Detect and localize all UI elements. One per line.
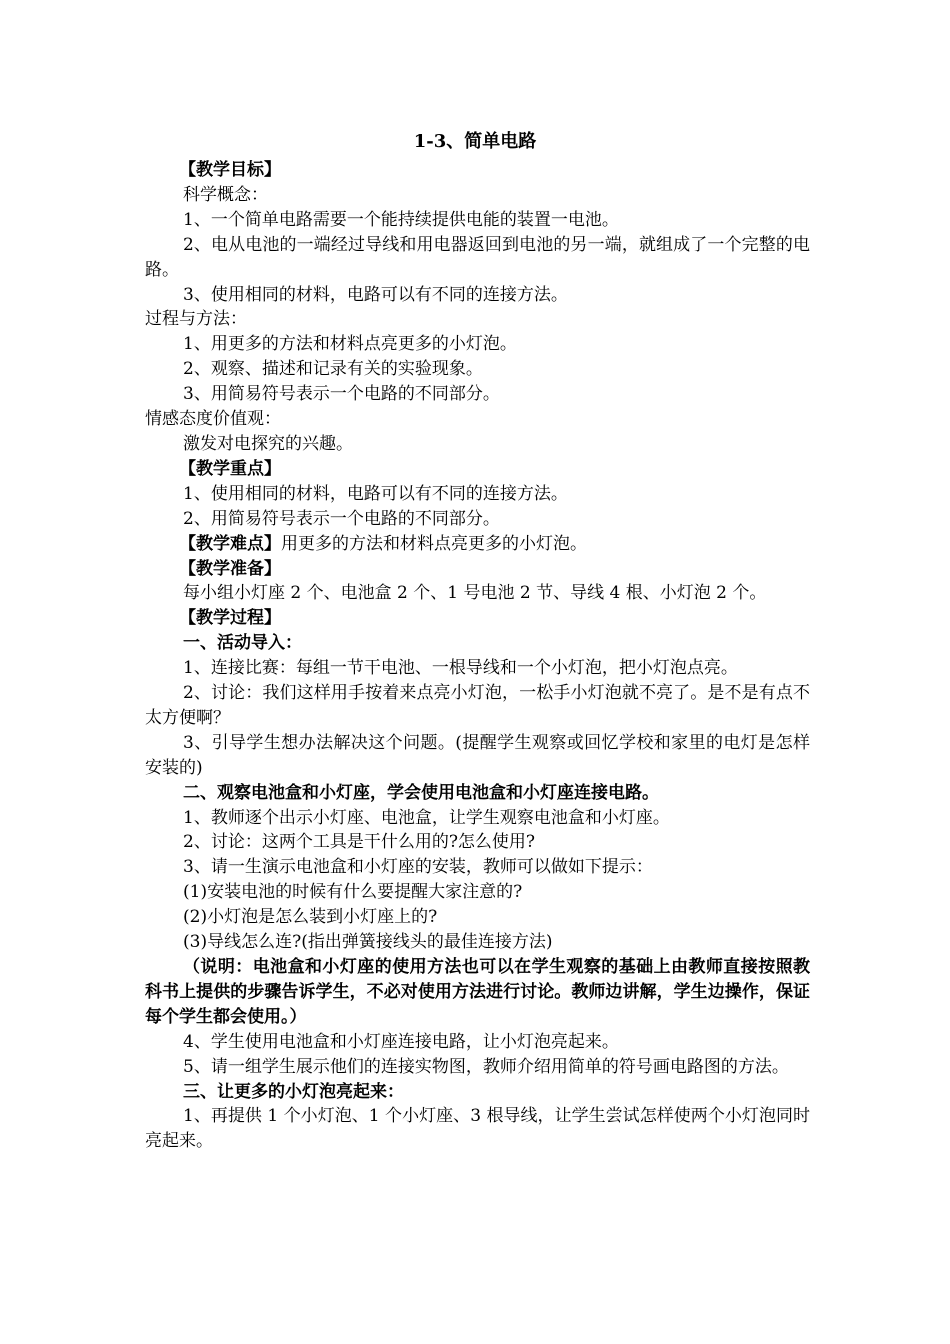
paragraph: （说明：电池盒和小灯座的使用方法也可以在学生观察的基础上由教师直接按照教科书上提供的步骤告诉学生，不必对使用方法进行讨论。教师边讲解，学生边操作，保证每个学生都会使用。） bbox=[145, 957, 810, 1027]
paragraph: 每小组小灯座 2 个、电池盒 2 个、1 号电池 2 节、导线 4 根、小灯泡 2 个。 bbox=[183, 583, 767, 604]
paragraph: 1、使用相同的材料，电路可以有不同的连接方法。 bbox=[183, 483, 568, 504]
paragraph: 1、教师逐个出示小灯座、电池盒，让学生观察电池盒和小灯座。 bbox=[183, 807, 670, 828]
paragraph: 情感态度价值观： bbox=[145, 409, 281, 430]
paragraph: 2、讨论：这两个工具是干什么用的?怎么使用? bbox=[183, 832, 536, 853]
paragraph: 激发对电探究的兴趣。 bbox=[183, 433, 353, 454]
paragraph: 过程与方法： bbox=[145, 309, 247, 330]
paragraph-bold-label: 【教学难点】 bbox=[179, 533, 281, 554]
paragraph: 2、电从电池的一端经过导线和用电器返回到电池的另一端，就组成了一个完整的电路。 bbox=[145, 234, 810, 280]
paragraph: 【教学准备】 bbox=[179, 558, 281, 579]
paragraph: 1、连接比赛：每组一节干电池、一根导线和一个小灯泡，把小灯泡点亮。 bbox=[183, 658, 738, 679]
paragraph: 2、用简易符号表示一个电路的不同部分。 bbox=[183, 508, 500, 529]
paragraph: 3、用简易符号表示一个电路的不同部分。 bbox=[183, 384, 500, 405]
paragraph: 二、观察电池盒和小灯座，学会使用电池盒和小灯座连接电路。 bbox=[183, 782, 659, 803]
paragraph: 1、用更多的方法和材料点亮更多的小灯泡。 bbox=[183, 334, 517, 355]
paragraph: (3)导线怎么连?(指出弹簧接线头的最佳连接方法) bbox=[183, 932, 553, 953]
paragraph: 【教学重点】 bbox=[179, 458, 281, 479]
paragraph: 2、讨论：我们这样用手按着来点亮小灯泡，一松手小灯泡就不亮了。是不是有点不太方便啊？ bbox=[145, 683, 810, 728]
paragraph: (1)安装电池的时候有什么要提醒大家注意的? bbox=[183, 882, 523, 903]
paragraph: 3、使用相同的材料，电路可以有不同的连接方法。 bbox=[183, 284, 568, 305]
paragraph: 1、一个简单电路需要一个能持续提供电能的装置一电池。 bbox=[183, 209, 619, 230]
paragraph: 科学概念： bbox=[183, 184, 268, 205]
paragraph: 一、活动导入： bbox=[183, 633, 302, 654]
paragraph: 三、让更多的小灯泡亮起来： bbox=[183, 1081, 404, 1102]
paragraph: 5、请一组学生展示他们的连接实物图，教师介绍用简单的符号画电路图的方法。 bbox=[183, 1056, 789, 1077]
paragraph: 3、引导学生想办法解决这个问题。(提醒学生观察或回忆学校和家里的电灯是怎样安装的) bbox=[145, 732, 810, 778]
paragraph: 【教学过程】 bbox=[179, 608, 281, 629]
document-body bbox=[145, 158, 810, 1154]
paragraph: 4、学生使用电池盒和小灯座连接电路，让小灯泡亮起来。 bbox=[183, 1031, 619, 1052]
paragraph: (2)小灯泡是怎么装到小灯座上的? bbox=[183, 907, 438, 928]
paragraph: 1、再提供 1 个小灯泡、1 个小灯座、3 根导线，让学生尝试怎样使两个小灯泡同时亮起来。 bbox=[145, 1106, 810, 1152]
paragraph-text: 用更多的方法和材料点亮更多的小灯泡。 bbox=[281, 533, 587, 554]
paragraph: 3、请一生演示电池盒和小灯座的安装，教师可以做如下提示： bbox=[183, 857, 653, 878]
paragraph: 【教学目标】 bbox=[179, 160, 281, 180]
paragraph bbox=[145, 532, 810, 557]
paragraph: 2、观察、描述和记录有关的实验现象。 bbox=[183, 359, 483, 380]
document-title: 1-3、简单电路 bbox=[413, 131, 537, 152]
